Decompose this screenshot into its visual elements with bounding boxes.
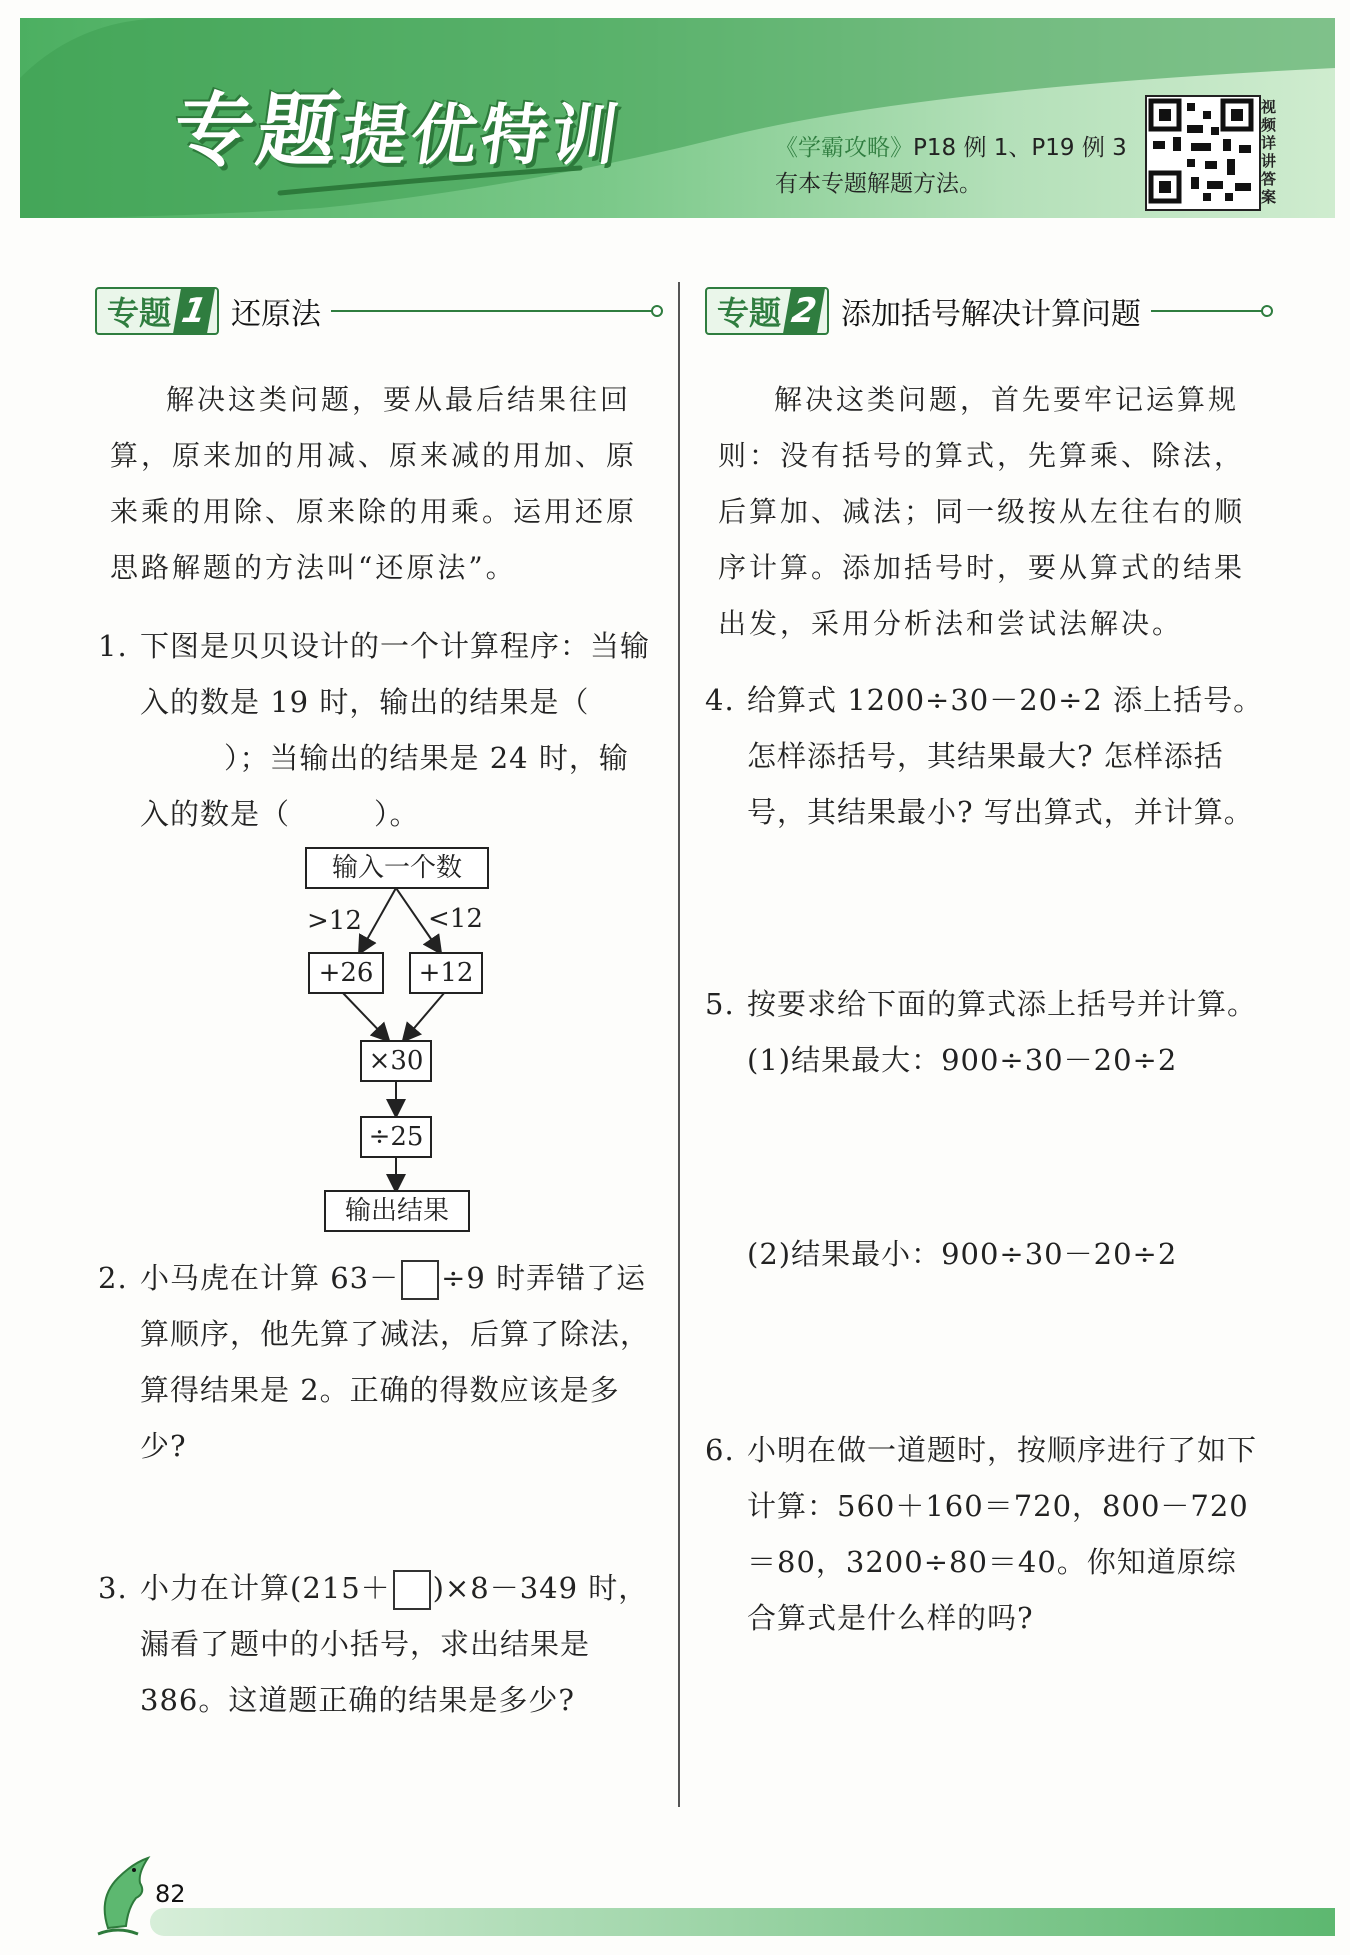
question-2-number: 2. — [98, 1261, 128, 1295]
question-2 — [98, 1250, 658, 1474]
question-1-text-a: 下图是贝贝设计的一个计算程序：当输入的数是 19 时，输出的结果是（ — [140, 629, 651, 719]
question-5 — [705, 976, 1265, 1088]
question-6 — [705, 1422, 1265, 1646]
flow-lt-label: <12 — [428, 904, 483, 934]
section1-intro: 解决这类问题，要从最后结果往回算，原来加的用减、原来减的用加、原来乘的用除、原来除的用乘。运用还原思路解题的方法叫“还原法”。 — [110, 383, 638, 584]
question-5-text: 按要求给下面的算式添上括号并计算。 — [747, 987, 1258, 1021]
flow-gt-label: >12 — [307, 906, 362, 936]
flow-divide-box: ÷25 — [360, 1116, 432, 1158]
reference-note — [775, 130, 1127, 202]
flow-input-box: 输入一个数 — [305, 847, 489, 889]
question-4 — [705, 672, 1265, 840]
section2-rule — [1151, 310, 1265, 312]
section2-tag-number: 2 — [783, 289, 825, 333]
question-1-text-c: ）。 — [374, 797, 420, 831]
section2-intro: 解决这类问题，首先要牢记运算规则：没有括号的算式，先算乘、除法，后算加、减法；同一级按从左往右的顺序计算。添加括号时，要从算式的结果出发，采用分析法和尝试法解决。 — [718, 383, 1246, 640]
question-6-number: 6. — [705, 1433, 735, 1467]
question-3-box[interactable] — [393, 1570, 431, 1610]
section2-header — [705, 286, 1265, 336]
question-3-text-a: 小力在计算(215＋ — [140, 1571, 391, 1605]
question-4-text: 给算式 1200÷30－20÷2 添上括号。怎样添括号，其结果最大? 怎样添括号，其结果最小? 写出算式，并计算。 — [747, 683, 1264, 829]
question-5-number: 5. — [705, 987, 735, 1021]
question-4-number: 4. — [705, 683, 735, 717]
ref-book: 《学霸攻略》 — [775, 135, 913, 161]
flow-multiply-box: ×30 — [360, 1040, 432, 1082]
footer-band — [150, 1908, 1335, 1936]
qr-code-icon — [1147, 97, 1255, 205]
qr-code[interactable] — [1145, 95, 1261, 211]
section1-tag-number: 1 — [173, 289, 215, 333]
question-3-number: 3. — [98, 1571, 128, 1605]
ref-pages: P18 例 1、P19 例 3 — [913, 135, 1127, 161]
question-2-text-a: 小马虎在计算 63－ — [140, 1261, 400, 1295]
title-part2: 提优特训 — [335, 97, 627, 174]
question-1-number: 1. — [98, 629, 128, 663]
section2-title: 添加括号解决计算问题 — [841, 297, 1142, 332]
question-2-text-b: ÷9 时弄错了运算顺序，他先算了减法，后算了除法，算得结果是 2。正确的得数应该是多少? — [140, 1261, 651, 1463]
flowchart-arrows — [0, 0, 700, 1230]
question-2-box[interactable] — [401, 1260, 439, 1300]
ref-line2: 有本专题解题方法。 — [775, 171, 982, 197]
section1-tag-word: 专题 — [107, 294, 172, 332]
question-5-part2-block — [705, 1226, 1265, 1282]
section2-tag — [705, 287, 829, 335]
flow-add12-box: +12 — [409, 952, 483, 994]
page-number: 82 — [155, 1880, 186, 1908]
section1-title: 还原法 — [231, 297, 322, 332]
flow-add26-box: +26 — [308, 952, 384, 994]
question-3 — [98, 1560, 658, 1728]
question-1-text-b: ）；当输出的结果是 24 时，输入的数是（ — [140, 741, 629, 831]
qr-label: 视频详讲答案 — [1261, 98, 1277, 206]
question-5-part1: (1)结果最大：900÷30－20÷2 — [747, 1043, 1178, 1077]
title-part1: 专题 — [167, 84, 349, 177]
section2-tag-word: 专题 — [717, 294, 782, 332]
flow-output-box: 输出结果 — [324, 1190, 470, 1232]
question-5-part2: (2)结果最小：900÷30－20÷2 — [747, 1237, 1178, 1271]
dolphin-mascot-icon — [88, 1848, 158, 1938]
question-3-text-b: )×8－349 时，漏看了题中的小括号，求出结果是 386。这道题正确的结果是多少? — [140, 1571, 649, 1717]
question-6-text: 小明在做一道题时，按顺序进行了如下计算：560＋160＝720，800－720＝80，3200÷80＝40。你知道原综合算式是什么样的吗? — [747, 1433, 1258, 1635]
